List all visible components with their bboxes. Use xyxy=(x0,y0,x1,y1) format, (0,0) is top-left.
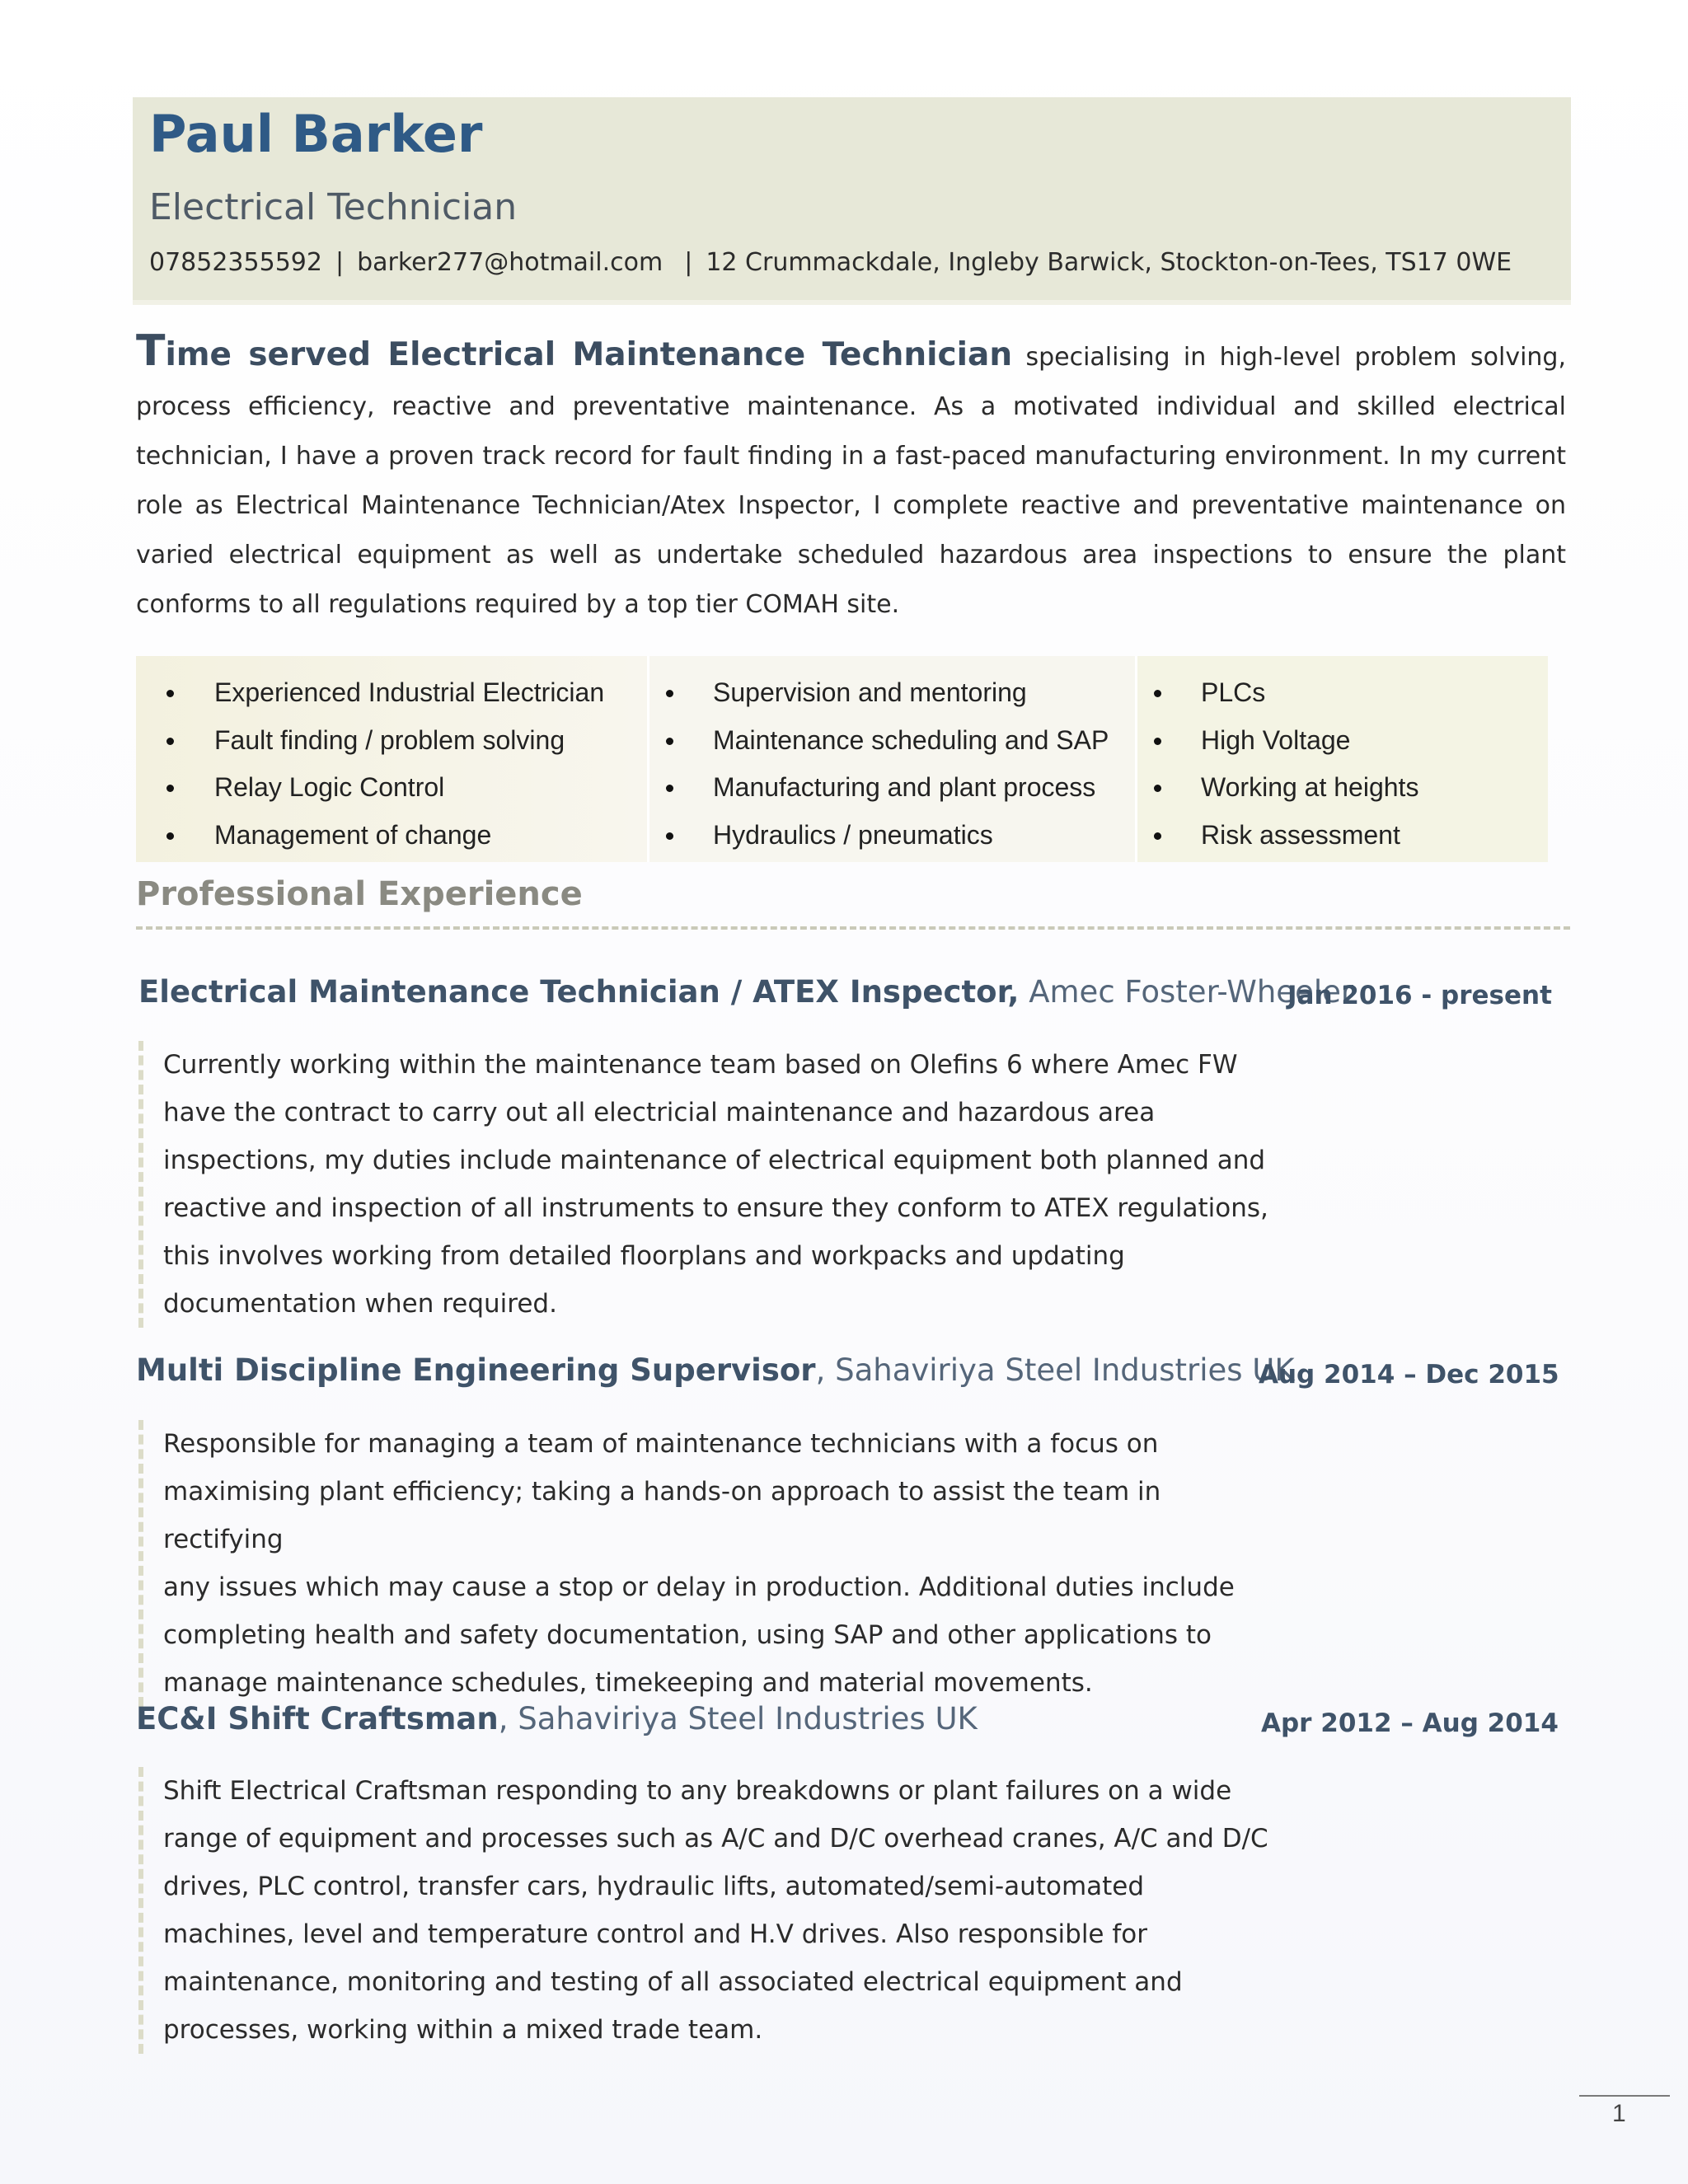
skill-item: High Voltage xyxy=(1137,717,1548,765)
description-line: Currently working within the maintenance team based on Olefins 6 where Amec FW xyxy=(163,1050,1238,1080)
description-line: inspections, my duties include maintenance of electrical equipment both planned and xyxy=(163,1146,1266,1175)
job-role: EC&I Shift Craftsman xyxy=(136,1701,499,1736)
skill-item: Experienced Industrial Electrician xyxy=(136,669,647,717)
description-line: this involves working from detailed floorplans and workpacks and updating xyxy=(163,1241,1125,1271)
summary-lead xyxy=(136,326,1013,376)
summary-lead-initial: T xyxy=(136,326,166,376)
job-description xyxy=(138,1041,1284,1328)
description-line: completing health and safety documentation, using SAP and other applications to xyxy=(163,1620,1212,1650)
description-line: reactive and inspection of all instruments to ensure they conform to ATEX regulations, xyxy=(163,1193,1268,1223)
description-line: maintenance, monitoring and testing of all associated electrical equipment and xyxy=(163,1967,1183,1997)
footer-rule xyxy=(1579,2095,1670,2097)
job-employer: , Sahaviriya Steel Industries UK xyxy=(815,1352,1295,1388)
skills-table xyxy=(136,656,1548,862)
summary-text: specialising in high-level problem solving, process efficiency, reactive and preventative maintenance. As a motivated individual and skilled electrical technician, I have a proven track record for fault finding in a fast-paced manufacturing environment. In my current role as Electrical Maintenance Technician/Atex Inspector, I complete reactive and preventative maintenance on varied electrical equipment as well as undertake scheduled hazardous area inspections to ensure the plant conforms to all regulations required by a top tier COMAH site. xyxy=(136,343,1566,619)
candidate-name: Paul Barker xyxy=(149,104,483,164)
section-divider xyxy=(136,926,1570,930)
skill-item: Maintenance scheduling and SAP xyxy=(649,717,1135,765)
description-line: have the contract to carry out all electricial maintenance and hazardous area xyxy=(163,1098,1156,1127)
description-line: Responsible for managing a team of maintenance technicians with a focus on xyxy=(163,1429,1159,1459)
job-employer: , Sahaviriya Steel Industries UK xyxy=(498,1701,978,1736)
description-line: machines, level and temperature control and H.V drives. Also responsible for xyxy=(163,1919,1147,1949)
job-dates: Jan 2016 - present xyxy=(1287,981,1552,1010)
job-role: Multi Discipline Engineering Supervisor xyxy=(136,1352,816,1388)
skill-item: PLCs xyxy=(1137,669,1548,717)
contact-line xyxy=(149,248,1512,277)
job-employer: Amec Foster-Wheeler xyxy=(1029,974,1354,1010)
description-line: drives, PLC control, transfer cars, hydraulic lifts, automated/semi-automated xyxy=(163,1872,1145,1901)
job-role: Electrical Maintenance Technician / ATEX Inspector, xyxy=(138,974,1020,1010)
description-line: manage maintenance schedules, timekeeping and material movements. xyxy=(163,1668,1093,1698)
description-line: range of equipment and processes such as A/C and D/C overhead cranes, A/C and D/C xyxy=(163,1824,1268,1854)
description-line: any issues which may cause a stop or delay in production. Additional duties include xyxy=(163,1572,1235,1602)
job-title: Electrical Technician xyxy=(149,186,518,228)
skill-item: Risk assessment xyxy=(1137,812,1548,860)
skill-item: Manufacturing and plant process xyxy=(649,764,1135,812)
description-line: maximising plant efficiency; taking a hands-on approach to assist the team in rectifying xyxy=(163,1477,1161,1554)
description-line: processes, working within a mixed trade team. xyxy=(163,2015,763,2045)
job-heading xyxy=(136,1352,1295,1388)
skill-item: Hydraulics / pneumatics xyxy=(649,812,1135,860)
summary-lead-rest: ime served Electrical Maintenance Technician xyxy=(165,336,1013,373)
postal-address: 12 Crummackdale, Ingleby Barwick, Stockton-on-Tees, TS17 0WE xyxy=(706,248,1512,277)
description-line: documentation when required. xyxy=(163,1289,557,1319)
job-dates: Aug 2014 – Dec 2015 xyxy=(1259,1360,1559,1390)
skills-column-1 xyxy=(136,656,647,862)
skill-item: Management of change xyxy=(136,812,647,860)
job-description xyxy=(138,1767,1284,2054)
profile-summary xyxy=(136,326,1566,630)
separator: | xyxy=(684,248,693,277)
skill-item: Relay Logic Control xyxy=(136,764,647,812)
section-title-experience: Professional Experience xyxy=(136,875,583,913)
skills-column-2 xyxy=(647,656,1135,862)
description-line: Shift Electrical Craftsman responding to any breakdowns or plant failures on a wide xyxy=(163,1776,1232,1806)
skill-item: Fault finding / problem solving xyxy=(136,717,647,765)
job-description xyxy=(138,1420,1284,1707)
header-band xyxy=(133,97,1571,305)
phone-number: 07852355592 xyxy=(149,248,322,277)
job-heading xyxy=(136,1701,978,1736)
skill-item: Working at heights xyxy=(1137,764,1548,812)
skills-column-3 xyxy=(1135,656,1548,862)
job-dates: Apr 2012 – Aug 2014 xyxy=(1261,1708,1559,1738)
email-address[interactable]: barker277@hotmail.com xyxy=(357,248,663,277)
separator: | xyxy=(335,248,345,277)
job-heading xyxy=(138,974,1353,1010)
skill-item: Supervision and mentoring xyxy=(649,669,1135,717)
page-number: 1 xyxy=(1612,2100,1626,2127)
